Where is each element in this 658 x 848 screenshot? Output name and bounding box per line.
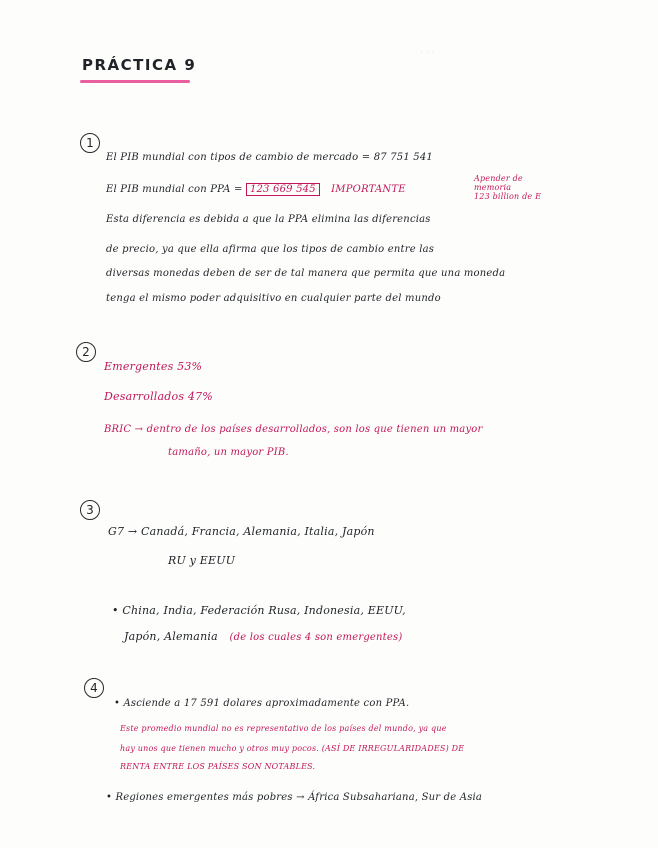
s1-side-note-3: 123 billion de E <box>474 192 542 201</box>
s1-line-2 <box>106 184 406 195</box>
s1-paragraph-line-1: Esta diferencia es debida a que la PPA elimina las diferencias <box>106 214 431 225</box>
s1-paragraph-line-3: diversas monedas deben de ser de tal manera que permita que una moneda <box>106 268 506 279</box>
section-2-number: 2 <box>76 342 96 362</box>
s1-paragraph-line-4: tenga el mismo poder adquisitivo en cualquier parte del mundo <box>106 293 441 304</box>
s1-side-note-1: Apender de <box>474 174 523 183</box>
s3-bullet-line-1: • China, India, Federación Rusa, Indonesia, EEUU, <box>112 604 406 617</box>
s1-ppa-value-box: 123 669 545 <box>246 183 320 196</box>
s3-bullet-line-2-text: Japón, Alemania <box>124 630 218 643</box>
s4-note-line-3: RENTA ENTRE LOS PAÍSES SON NOTABLES. <box>120 762 316 771</box>
page-title: PRÁCTICA 9 <box>82 56 197 74</box>
section-3-number: 3 <box>80 500 100 520</box>
s1-line-2-text: El PIB mundial con PPA = <box>106 184 243 195</box>
section-4-number: 4 <box>84 678 104 698</box>
s2-bric-line-1: BRIC → dentro de los países desarrollados, son los que tienen un mayor <box>104 424 483 435</box>
s2-desarrollados: Desarrollados 47% <box>104 390 213 403</box>
s4-bullet-line-1: • Asciende a 17 591 dolares aproximadamente con PPA. <box>114 698 410 709</box>
s4-bullet-line-2: • Regiones emergentes más pobres → África Subsahariana, Sur de Asia <box>106 792 483 803</box>
s1-paragraph-line-2: de precio, ya que ella afirma que los tipos de cambio entre las <box>106 244 435 255</box>
s2-bric-line-2: tamaño, un mayor PIB. <box>168 447 289 458</box>
s1-side-note <box>474 174 541 201</box>
s3-g7-line-2: RU y EEUU <box>168 554 236 567</box>
s3-bullet-line-2 <box>124 630 402 643</box>
bleed-through-text: · · · <box>420 48 435 58</box>
s3-bullet-note: (de los cuales 4 son emergentes) <box>229 632 403 643</box>
title-underline <box>80 80 190 83</box>
s1-side-note-2: memoria <box>474 183 512 192</box>
s3-g7-line-1: G7 → Canadá, Francia, Alemania, Italia, Japón <box>108 525 375 538</box>
s4-note-line-2: hay unos que tienen mucho y otros muy pocos. (ASÍ DE IRREGULARIDADES) DE <box>120 744 465 753</box>
s2-emergentes: Emergentes 53% <box>104 360 203 373</box>
section-1-number: 1 <box>80 133 100 153</box>
s1-line-1: El PIB mundial con tipos de cambio de mercado = 87 751 541 <box>106 152 433 163</box>
s1-important-label: IMPORTANTE <box>331 184 406 195</box>
s4-note-line-1: Este promedio mundial no es representativo de los países del mundo, ya que <box>120 724 447 733</box>
